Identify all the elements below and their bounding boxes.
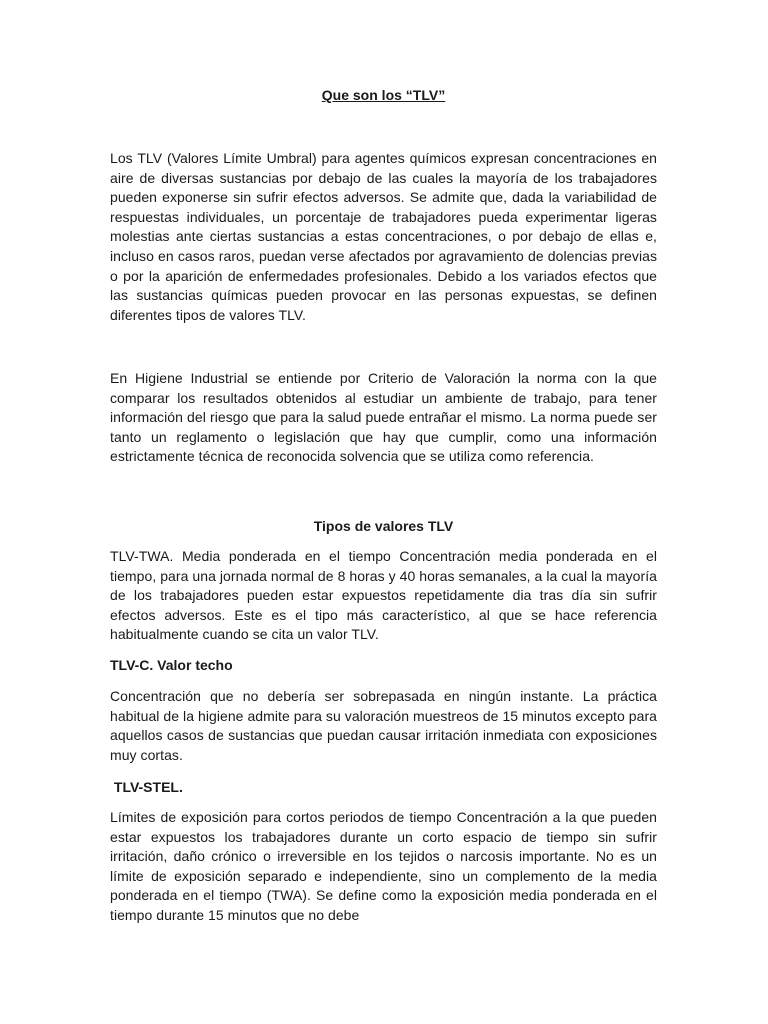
paragraph-criterio-valoracion: En Higiene Industrial se entiende por Criterio de Valoración la norma con la que comparar los resultados obtenidos al estudiar un ambiente de trabajo, para tener información del riesgo que para la salud puede entrañar el mismo. La norma puede ser tanto un reglamento o legislación que hay que cumplir, como una información estrictamente técnica de reconocida solvencia que se utiliza como referencia. [110, 370, 657, 465]
paragraph-tlv-definition: Los TLV (Valores Límite Umbral) para agentes químicos expresan concentraciones en aire de diversas sustancias por debajo de las cuales la mayoría de los trabajadores pueden exponerse sin sufrir efectos adversos. Se admite que, dada la variabilidad de respuestas individuales, un porcentaje de trabajadores pueda experimentar ligeras molestias ante ciertas sustancias a estas concentraciones, o por debajo de ellas e, incluso en casos raros, puedan verse afectados por agravamiento de dolencias previas o por la aparición de enfermedades profesionales. Debido a los variados efectos que las sustancias químicas pueden provocar en las personas expuestas, se definen diferentes tipos de valores TLV. [110, 150, 657, 323]
paragraph-tlv-twa: TLV-TWA. Media ponderada en el tiempo Concentración media ponderada en el tiempo, para una jornada normal de 8 horas y 40 horas semanales, a la cual la mayoría de los trabajadores pueden estar expuestos repetidamente dia tras día sin sufrir efectos adversos. Este es el tipo más característico, al que se hace referencia habitualmente cuando se cita un valor TLV. [110, 548, 657, 643]
subheading-tlv-stel: TLV-STEL. [110, 779, 183, 795]
subheading-tlv-c: TLV-C. Valor techo [110, 657, 233, 673]
paragraph-tlv-stel: Límites de exposición para cortos periodos de tiempo Concentración a la que pueden estar expuestos los trabajadores durante un corto espacio de tiempo sin sufrir irritación, daño crónico o irreversible en los tejidos o narcosis importante. No es un límite de exposición separado e independiente, sino un complemento de la media ponderada en el tiempo (TWA). Se define como la exposición media ponderada en el tiempo durante 15 minutos que no debe [110, 809, 657, 923]
paragraph-tlv-c: Concentración que no debería ser sobrepasada en ningún instante. La práctica habitual de la higiene admite para su valoración muestreos de 15 minutos excepto para aquellos casos de sustancias que puedan causar irritación inmediata con exposiciones muy cortas. [110, 688, 657, 763]
section-heading-tipos: Tipos de valores TLV [313, 518, 454, 534]
page-title: Que son los “TLV” [321, 87, 446, 103]
